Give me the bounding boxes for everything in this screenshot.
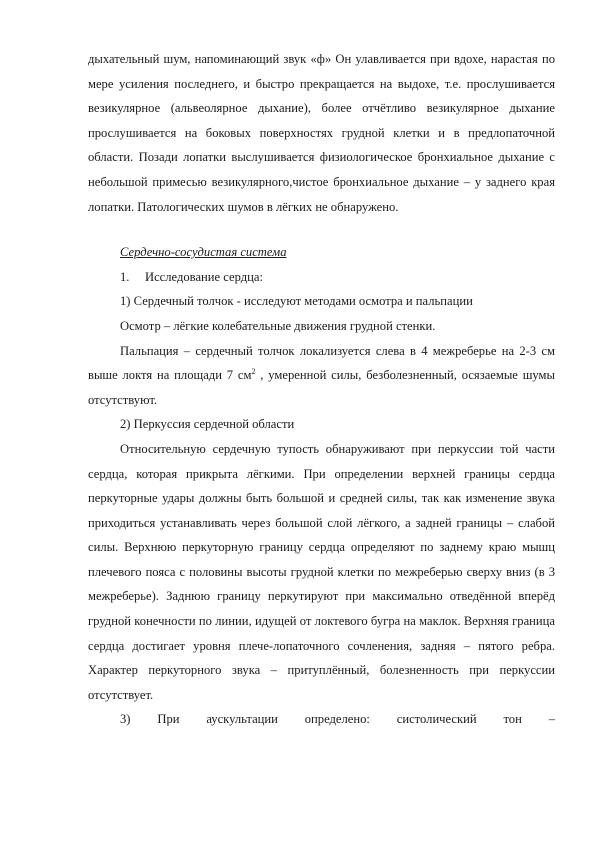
palpation-text-start: Пальпация – сердечный толчок локализуется слева в 4 межреберье на 2-3 см выше локтя на площади 7 см	[88, 343, 555, 383]
percussion-paragraph: Относительную сердечную тупость обнаруживают при перкуссии той части сердца, которая прикрыта лёгкими. При определении верхней границы сердца перкуторные удары должны быть большой и средней силы, так как изменение звука приходиться устанавливать через большой слой лёгкого, а задней границы – слабой силы. Верхнюю перкуторную границу сердца определяют по заднему краю мышц плечевого пояса с половины высоты грудной клетки по межреберью сверху вниз (в 3 межреберье). Заднюю границу перкутируют при максимально отведённой вперёд грудной конечности по линии, идущей от локтевого бугра на маклок. Верхняя граница сердца достигает уровня плече-лопаточного сочленения, задняя – пятого ребра. Характер перкуторного звука – притуплённый, болезненность при перкуссии отсутствует.	[88, 441, 555, 702]
item-text: Исследование сердца:	[145, 269, 263, 284]
superscript-2: 2	[251, 366, 256, 376]
subheading-heart-impulse: 1) Сердечный толчок - исследуют методами осмотра и пальпации	[120, 294, 473, 309]
numbered-item-1	[88, 265, 555, 290]
palpation-text-end: , умеренной силы, безболезненный, осязаемые шумы отсутствуют.	[88, 368, 555, 407]
respiratory-paragraph: дыхательный шум, напоминающий звук «ф» Он улавливается при вдохе, нарастая по мере усиления последнего, и быстро прекращается на выдохе, т.е. прослушивается везикулярное (альвеолярное дыхание), более отчётливо везикулярное дыхание прослушивается на боковых поверхностях грудной клетки и в предлопаточной области. Позади лопатки выслушивается физиологическое бронхиальное дыхание с небольшой примесью везикулярного,чистое бронхиальное дыхание – у заднего края лопатки. Патологических шумов в лёгких не обнаружено.	[88, 52, 555, 214]
item-number: 1.	[120, 269, 130, 284]
paragraph-gap	[88, 219, 555, 240]
section-title: Сердечно-сосудистая система	[120, 245, 287, 260]
subheading-auscultation: 3) При аускультации определено: систолический тон –	[120, 712, 555, 727]
palpation-paragraph	[88, 339, 555, 413]
subheading-percussion: 2) Перкуссия сердечной области	[120, 417, 295, 432]
inspection-paragraph: Осмотр – лёгкие колебательные движения грудной стенки.	[120, 318, 436, 333]
document-page	[88, 47, 555, 732]
section-heading-line	[88, 240, 555, 265]
